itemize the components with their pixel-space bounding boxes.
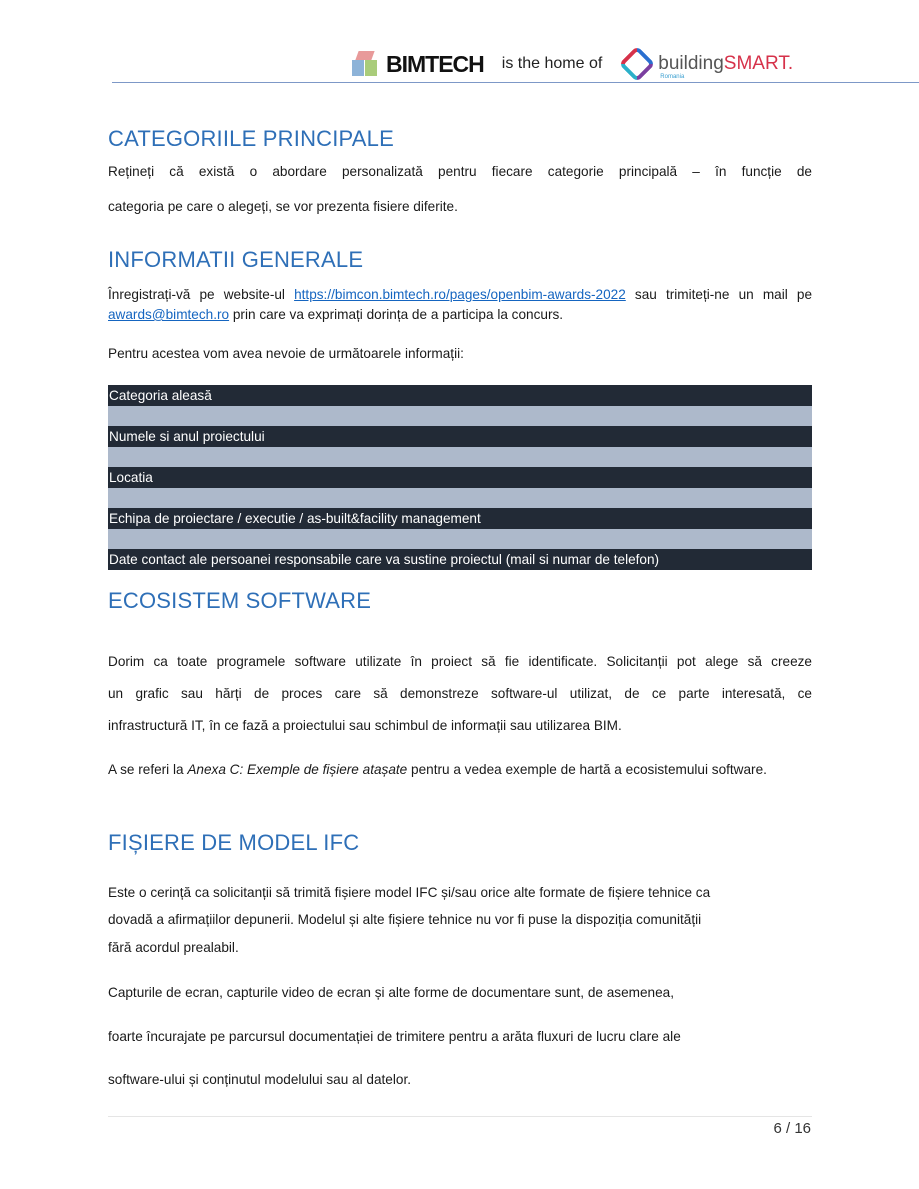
heading-categorii: CATEGORIILE PRINCIPALE: [108, 126, 394, 151]
bimtech-cube-icon: [352, 51, 378, 77]
table-row: Echipa de proiectare / executie / as-built&facility management: [108, 508, 812, 529]
table-row: [108, 488, 812, 509]
partner-name: buildingSMART. Romania: [658, 53, 794, 80]
paragraph: Înregistrați-vă pe website-ul https://bimcon.bimtech.ro/pages/openbim-awards-2022 sau trimiteți-ne un mail pe awards@bimtech.ro prin care va exprimați dorința de a participa la concurs.: [108, 287, 812, 322]
paragraph: foarte încurajate pe parcursul documentației de trimitere pentru a arăta fluxuri de lucru clare ale: [108, 1029, 681, 1044]
tagline: is the home of: [501, 55, 603, 72]
paragraph: Capturile de ecran, capturile video de ecran și alte forme de documentare sunt, de asemenea,: [108, 985, 674, 1000]
paragraph: Rețineți că există o abordare personalizată pentru fiecare categorie principală – în funcție de: [108, 164, 812, 179]
buildingsmart-icon: [619, 46, 656, 83]
paragraph: un grafic sau hărți de proces care să demonstreze software-ul utilizat, de ce parte interesată, ce: [108, 686, 812, 701]
info-table: [108, 385, 812, 570]
header-divider: [112, 82, 919, 83]
table-row: Date contact ale persoanei responsabile care va sustine proiectul (mail si numar de telefon): [108, 549, 812, 570]
table-row: [108, 529, 812, 550]
paragraph: A se referi la Anexa C: Exemple de fișiere atașate pentru a vedea exemple de hartă a ecosistemului software.: [108, 762, 767, 777]
table-row: Locatia: [108, 467, 812, 488]
paragraph: infrastructură IT, în ce fază a proiectului sau schimbul de informații sau utilizarea BIM.: [108, 718, 622, 733]
paragraph: Dorim ca toate programele software utilizate în proiect să fie identificate. Solicitanții pot alege să creeze: [108, 654, 812, 669]
paragraph: fără acordul prealabil.: [108, 940, 239, 955]
email-link[interactable]: awards@bimtech.ro: [108, 307, 230, 322]
paragraph: Este o cerință ca solicitanții să trimită fișiere model IFC și/sau orice alte formate de fișiere tehnice ca: [108, 885, 711, 900]
page-number: 6 / 16: [773, 1120, 811, 1137]
paragraph: categoria pe care o alegeți, se vor prezenta fisiere diferite.: [108, 199, 458, 214]
paragraph: Pentru acestea vom avea nevoie de următoarele informații:: [108, 346, 464, 361]
header-logo: [352, 48, 793, 80]
table-row: Numele si anul proiectului: [108, 426, 812, 447]
table-row: Categoria aleasă: [108, 385, 812, 406]
table-row: [108, 406, 812, 427]
heading-informatii: INFORMATII GENERALE: [108, 247, 364, 272]
heading-ifc: FIȘIERE DE MODEL IFC: [108, 830, 360, 855]
heading-ecosistem: ECOSISTEM SOFTWARE: [108, 588, 372, 613]
table-row: [108, 447, 812, 468]
brand-name: BIMTECH: [386, 50, 484, 77]
footer-divider: [108, 1116, 812, 1117]
website-link[interactable]: https://bimcon.bimtech.ro/pages/openbim-awards-2022: [294, 287, 626, 302]
paragraph: software-ului și conținutul modelului sau al datelor.: [108, 1072, 412, 1087]
paragraph: dovadă a afirmațiilor depunerii. Modelul și alte fișiere tehnice nu vor fi puse la dispoziția comunității: [108, 912, 702, 927]
